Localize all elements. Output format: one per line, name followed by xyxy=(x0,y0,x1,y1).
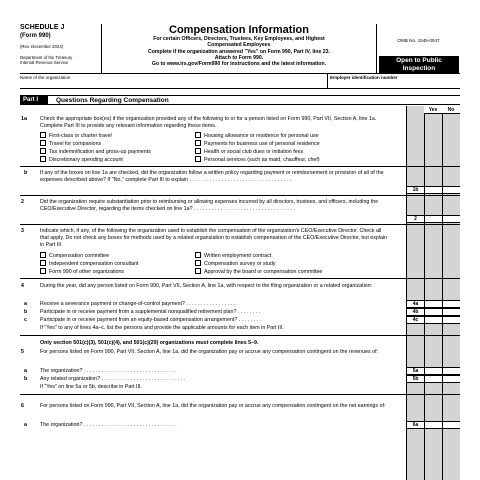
section-note: Only section 501(c)(3), 501(c)(4), and 501(c)(29) organizations must complete lines 5–9. xyxy=(40,340,259,346)
part-one-header xyxy=(20,95,460,105)
question-text: Did the organization require substantiation prior to reimbursing or allowing expenses incurred by all directors, trustees, and officers, including the CEO/Executive Director, regarding the items checked on line 1a? . . . . . . . . . . . . . . . . . . . . . . . . . . . . . . . . . . . xyxy=(40,199,379,212)
organization-name-label: Name of the organization xyxy=(20,75,71,80)
subtitle-line-5: Go to www.irs.gov/Form990 for instructions and the latest information. xyxy=(151,61,327,68)
checkbox-personal-services[interactable]: Personal services (such as maid, chauffeur, chef) xyxy=(195,156,320,164)
question-number: a xyxy=(24,368,27,374)
answer-yes-2[interactable] xyxy=(425,215,442,223)
line-ref-5b: 5b xyxy=(407,375,424,383)
answer-no-6a[interactable] xyxy=(443,421,460,429)
question-text: For persons listed on Form 990, Part VII, Section A, line 1a, did the organization pay or accrue any compensation contingent on the net earnings of: xyxy=(40,403,386,409)
question-6 xyxy=(20,403,416,417)
question-text: Check the appropriate box(es) if the organization provided any of the following to or for a person listed on Form 990, Part VII, Section A, line 1a. Complete Part III to provide any relevant information regarding these items. xyxy=(40,116,377,129)
question-number: 2 xyxy=(21,199,24,205)
checkbox-icon[interactable] xyxy=(195,252,201,258)
irs-label: Internal Revenue Service xyxy=(20,60,69,65)
row-divider xyxy=(20,224,460,225)
answer-yes-5a[interactable] xyxy=(425,367,442,375)
answer-no-1b[interactable] xyxy=(443,186,460,194)
question-4c xyxy=(20,317,416,325)
checkbox-icon[interactable] xyxy=(195,148,201,154)
question-number: a xyxy=(24,422,27,428)
checkbox-icon[interactable] xyxy=(40,148,46,154)
row-divider xyxy=(20,195,460,196)
checkbox-icon[interactable] xyxy=(40,268,46,274)
checkbox-housing-allowance[interactable]: Housing allowance or residence for personal use xyxy=(195,132,319,140)
line-ref-4c: 4c xyxy=(407,316,424,324)
form-id-block xyxy=(20,24,102,74)
question-4b xyxy=(20,309,416,317)
question-number: 1a xyxy=(21,116,27,122)
yes-header: Yes xyxy=(424,106,442,114)
line-ref-4b: 4b xyxy=(407,308,424,316)
question-5a xyxy=(20,368,416,376)
question-number: b xyxy=(24,376,28,382)
question-number: c xyxy=(24,317,27,323)
question-number: b xyxy=(24,309,28,315)
checkbox-icon[interactable] xyxy=(40,132,46,138)
question-5b xyxy=(20,376,416,384)
question-4-note xyxy=(20,325,416,333)
question-text: If any of the boxes on line 1a are checked, did the organization follow a written policy regarding payment or reimbursement or provision of all of the expenses described above? If "No," complete Part III to explain . . . . . . . . . . . . . . . . . . . . . . . . . . . . . . . . . . . xyxy=(40,170,384,183)
part-tag: Part I xyxy=(20,95,48,105)
question-text: Any related organization? . . . . . . . . . . . . . . . . . . . . . . . . . . . . . xyxy=(40,376,186,382)
form-header xyxy=(20,24,460,74)
schedule-label: SCHEDULE J xyxy=(20,24,65,31)
line-ref-2: 2 xyxy=(407,215,424,223)
row-divider xyxy=(20,166,460,167)
question-number: 3 xyxy=(21,228,24,234)
checkbox-discretionary-spending[interactable]: Discretionary spending account xyxy=(40,156,123,164)
part-title: Questions Regarding Compensation xyxy=(56,97,169,104)
line-ref-5a: 5a xyxy=(407,367,424,375)
answer-no-4c[interactable] xyxy=(443,316,460,324)
omb-number: OMB No. 1545-0047 xyxy=(397,38,440,43)
part-one-body xyxy=(20,106,460,480)
question-text: The organization? . . . . . . . . . . . . . . . . . . . . . . . . . . . . . . . . xyxy=(40,422,177,428)
checkbox-icon[interactable] xyxy=(195,268,201,274)
question-text: Receive a severance payment or change-of-control payment? . . . . . . . . . . . . . . . . . xyxy=(40,301,235,307)
row-divider xyxy=(20,394,460,395)
checkbox-icon[interactable] xyxy=(195,156,201,162)
subtitle-line-3: Complete if the organization answered "Yes" on Form 990, Part IV, line 23. xyxy=(147,48,331,55)
question-text: Indicate which, if any, of the following the organization used to establish the compensation of the organization's CEO/Executive Director. Check all that apply. Do not check any boxes for methods used by a related organization to establish compensation of the CEO/Executive Director, but explain in Part III. xyxy=(40,228,388,248)
checkbox-independent-consultant[interactable]: Independent compensation consultant xyxy=(40,260,139,268)
question-4 xyxy=(20,283,416,297)
question-1b xyxy=(20,170,416,192)
question-number: b xyxy=(24,170,28,176)
no-header: No xyxy=(442,106,460,114)
question-6a xyxy=(20,422,416,430)
question-2 xyxy=(20,199,416,221)
subtitle-line-1: For certain Officers, Directors, Trustees, Key Employees, and Highest xyxy=(153,36,325,42)
question-number: 4 xyxy=(21,283,24,289)
question-4a xyxy=(20,301,416,309)
open-line-1: Open to Public xyxy=(396,57,442,64)
answer-yes-1b[interactable] xyxy=(425,186,442,194)
checkbox-icon[interactable] xyxy=(40,156,46,162)
question-text: For persons listed on Form 990, Part VII, Section A, line 1a, did the organization pay or accrue any compensation contingent on the revenues of: xyxy=(40,349,379,355)
checkbox-club-dues[interactable]: Health or social club dues or initiation fees xyxy=(195,148,303,156)
answer-no-4b[interactable] xyxy=(443,308,460,316)
checkbox-first-class-travel[interactable]: First-class or charter travel xyxy=(40,132,112,140)
question-text: Participate in or receive payment from a supplemental nonqualified retirement plan? . . . . . . . . xyxy=(40,309,260,315)
checkbox-business-use-residence[interactable]: Payments for business use of personal residence xyxy=(195,140,320,148)
checkbox-icon[interactable] xyxy=(195,132,201,138)
question-5-note xyxy=(20,384,416,392)
line-ref-1b: 1b xyxy=(407,186,424,194)
checkbox-form-990-others[interactable]: Form 990 of other organizations xyxy=(40,268,124,276)
checkbox-icon[interactable] xyxy=(40,252,46,258)
answer-no-5b[interactable] xyxy=(443,375,460,383)
row-divider xyxy=(20,335,460,336)
subtitle-line-2: Compensated Employees xyxy=(207,42,271,49)
question-number: 6 xyxy=(21,403,24,409)
row-divider xyxy=(20,278,460,279)
department-label: Department of the Treasury xyxy=(20,55,73,60)
line-ref-6a: 6a xyxy=(407,421,424,429)
ein-label[interactable]: Employer identification number xyxy=(327,74,460,89)
form-number: (Form 990) xyxy=(20,33,51,39)
checkbox-icon[interactable] xyxy=(195,260,201,266)
line-ref-4a: 4a xyxy=(407,300,424,308)
checkbox-icon[interactable] xyxy=(40,140,46,146)
question-text: The organization? . . . . . . . . . . . . . . . . . . . . . . . . . . . . . . . . xyxy=(40,368,177,374)
checkbox-icon[interactable] xyxy=(40,260,46,266)
answer-yes-4c[interactable] xyxy=(425,316,442,324)
lines-5-9-note xyxy=(20,340,416,348)
note-text: If "Yes" on line 5a or 5b, describe in Part III. xyxy=(40,384,142,390)
checkbox-icon[interactable] xyxy=(195,140,201,146)
question-3 xyxy=(20,228,416,250)
checkbox-travel-companions[interactable]: Travel for companions xyxy=(40,140,101,148)
subtitle-line-4: Attach to Form 990. xyxy=(214,54,264,61)
form-title-block xyxy=(102,24,376,74)
answer-yes-6a[interactable] xyxy=(425,421,442,429)
answer-yes-4b[interactable] xyxy=(425,308,442,316)
checkbox-compensation-survey[interactable]: Compensation survey or study xyxy=(195,260,276,268)
revision-date: (Rev. December 2024) xyxy=(20,44,64,49)
question-text: During the year, did any person listed on Form 990, Part VII, Section A, line 1a, with respect to the filing organization or a related organization: xyxy=(40,283,373,289)
omb-block xyxy=(376,24,460,74)
public-inspection-badge xyxy=(379,56,459,74)
question-text: Participate in or receive payment from an equity-based compensation arrangement? . . . . . . . . xyxy=(40,317,261,323)
form-title: Compensation Information xyxy=(169,24,309,36)
organization-name-row xyxy=(20,74,460,89)
answer-no-2[interactable] xyxy=(443,215,460,223)
answer-no-4a[interactable] xyxy=(443,300,460,308)
question-1a xyxy=(20,116,416,132)
answer-yes-4a[interactable] xyxy=(425,300,442,308)
question-5 xyxy=(20,349,416,363)
checkbox-board-approval[interactable]: Approval by the board or compensation committee xyxy=(195,268,322,276)
question-number: 5 xyxy=(21,349,24,355)
answer-yes-5b[interactable] xyxy=(425,375,442,383)
checkbox-written-contract[interactable]: Written employment contract xyxy=(195,252,271,260)
checkbox-compensation-committee[interactable]: Compensation committee xyxy=(40,252,109,260)
schedule-j-form xyxy=(20,24,460,480)
open-line-2: Inspection xyxy=(402,65,436,72)
answer-no-5a[interactable] xyxy=(443,367,460,375)
question-number: a xyxy=(24,301,27,307)
checkbox-tax-indemnification[interactable]: Tax indemnification and gross-up payments xyxy=(40,148,151,156)
note-text: If "Yes" to any of lines 4a–c, list the persons and provide the applicable amounts for each item in Part III. xyxy=(40,325,284,331)
